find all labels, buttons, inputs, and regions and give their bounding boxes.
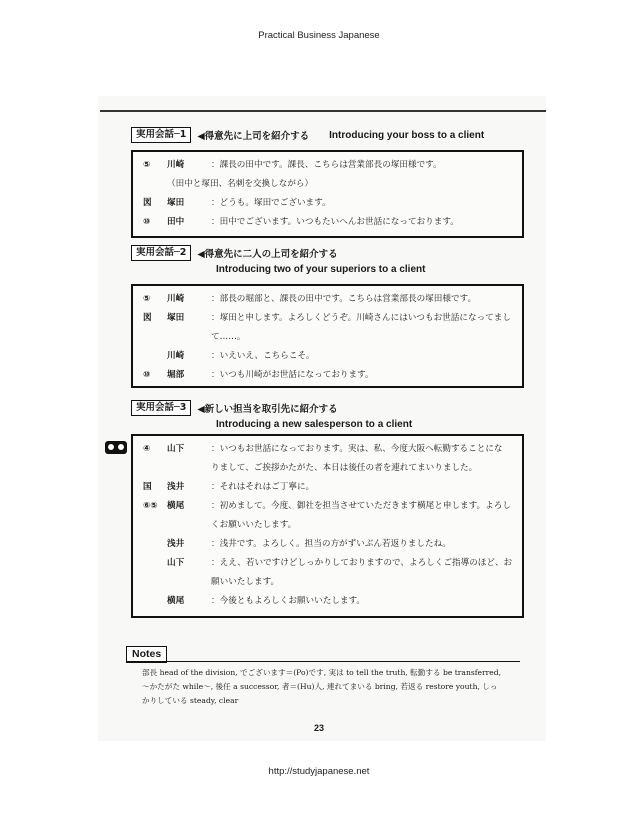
section-1-jp-title: ◀得意先に上司を紹介する [197,131,310,142]
section-1-tag: 実用会話─1 [131,127,191,143]
section-3-tag: 実用会話─3 [131,400,191,416]
dialogue-line: ⑤ 川崎 ：課長の田中です。課長、こちらは営業部長の塚田様です。 [143,160,442,170]
dialogue-line: ⑩ 堀部 ：いつも川崎がお世話になっております。 [143,370,374,380]
cassette-tape-icon [105,441,127,454]
dialogue-line: て……。 [211,332,246,342]
dialogue-line: 浅井 ：浅井です。よろしく。担当の方がずいぶん若返りましたね。 [167,539,451,549]
document-footer: http://studyjapanese.net [268,766,370,777]
dialogue-box-3 [131,434,524,618]
section-2-en-title: Introducing two of your superiors to a client [216,264,426,275]
dialogue-line: 国 浅井 ：それはそれはご丁寧に。 [143,482,315,492]
dialogue-line: ④ 山下 ：いつもお世話になっております。実は、私、今度大阪へ転勤することにな [143,444,503,454]
notes-line: かりしている steady, clear [142,696,239,705]
notes-line: 部長 head of the division, でございます＝(Po)です, 実は to tell the truth, 転勤する be transferred, [142,668,502,677]
dialogue-line: ⑩ 田中 ：田中でございます。いつもたいへんお世話になっております。 [143,217,459,227]
notes-line: ～かたがた while～, 後任 a successor, 者＝(Hu)人, 連れてまいる bring, 若返る restore youth, しっ [142,682,498,691]
dialogue-line: りまして、ご挨拶かたがた、本日は後任の者を連れてまいりました。 [211,463,478,473]
dialogue-box-1 [131,150,524,238]
notes-rule [126,661,520,662]
document-header: Practical Business Japanese [258,30,380,41]
section-3-jp-title: ◀新しい担当を取引先に紹介する [197,404,338,415]
section-2-tag: 実用会話─2 [131,245,191,261]
top-rule [100,110,546,112]
dialogue-line: ⑥⑤ 横尾 ：初めまして。今度、御社を担当させていただきます横尾と申します。よろし [143,501,511,511]
dialogue-line: 図 塚田 ：塚田と申します。よろしくどうぞ。川崎さんにはいつもお世話になってまし [143,313,511,323]
section-3-en-title: Introducing a new salesperson to a client [216,419,413,430]
dialogue-line: 横尾 ：今後ともよろしくお願いいたします。 [167,596,366,606]
section-2-jp-title: ◀得意先に二人の上司を紹介する [197,249,338,260]
dialogue-line: 山下 ：ええ、若いですけどしっかりしておりますので、よろしくご指導のほど、お [167,558,513,568]
page-number: 23 [313,723,324,733]
section-1-en-title: Introducing your boss to a client [329,129,485,141]
notes-title: Notes [126,646,167,663]
section-1-heading [131,126,484,144]
dialogue-line: 図 塚田 ：どうも。塚田でございます。 [143,198,331,208]
dialogue-line: （田中と塚田、名刺を交換しながら） [167,179,314,189]
dialogue-line: くお願いいたします。 [211,520,297,530]
section-2-heading [131,244,338,262]
dialogue-line: 願いいたします。 [211,577,280,587]
dialogue-box-2 [131,284,524,388]
dialogue-line: 川崎 ：いえいえ、こちらこそ。 [167,351,315,361]
dialogue-line: ⑤ 川崎 ：部長の堀部と、課長の田中です。こちらは営業部長の塚田様です。 [143,294,477,304]
section-3-heading [131,399,338,417]
